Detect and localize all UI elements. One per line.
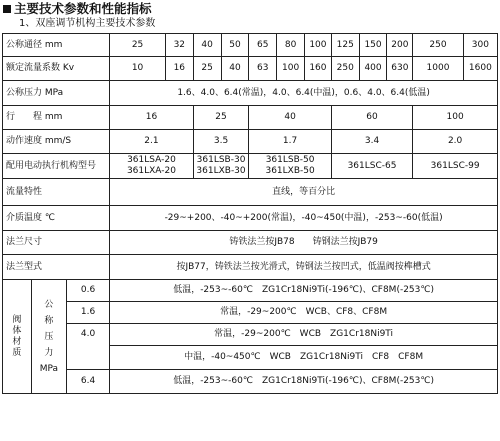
- material-cell: 低温，-253~-60℃ ZG1Cr18Ni9Ti(-196℃)、CF8M(-253℃): [110, 370, 498, 394]
- table-cell: 1.6、4.0、6.4(常温)，4.0、6.4(中温)，0.6、4.0、6.4(低温): [110, 81, 498, 106]
- pressure-value: 6.4: [66, 370, 109, 394]
- actuator-model: 361LSB-30: [196, 155, 246, 165]
- table-cell: 32: [165, 34, 193, 57]
- table-row-action-speed: [3, 130, 498, 154]
- table-cell: 50: [221, 34, 249, 57]
- table-cell: 25: [193, 106, 249, 130]
- row-label: 介质温度 ℃: [3, 206, 110, 231]
- table-row-body-material: [3, 280, 498, 302]
- table-cell: 1.7: [249, 130, 331, 154]
- table-cell: 16: [110, 106, 194, 130]
- table-cell: 125: [331, 34, 359, 57]
- table-cell: 1600: [463, 57, 497, 81]
- table-row-actuator: [3, 154, 498, 179]
- table-cell: [193, 154, 249, 179]
- table-cell: 3.5: [193, 130, 249, 154]
- table-row-flow-characteristic: [3, 179, 498, 206]
- actuator-model: 361LXA-20: [126, 166, 176, 176]
- table-cell: 100: [277, 57, 305, 81]
- table-row-nominal-diameter: [3, 34, 498, 57]
- table-cell: 300: [463, 34, 497, 57]
- row-label: 流量特性: [3, 179, 110, 206]
- table-cell: 铸铁法兰按JB78 铸钢法兰按JB79: [110, 231, 498, 255]
- table-row-rated-flow: [3, 57, 498, 81]
- table-cell: 250: [413, 34, 464, 57]
- table-cell: 40: [193, 34, 221, 57]
- table-cell: 200: [387, 34, 413, 57]
- material-cell: 常温，-29~200℃ WCB ZG1Cr18Ni9Ti: [110, 324, 498, 346]
- label-char: 公: [44, 299, 54, 310]
- label-char: 压: [44, 331, 54, 342]
- table-cell: 直线，等百分比: [110, 179, 498, 206]
- row-label: 配用电动执行机构型号: [3, 154, 110, 179]
- table-cell: 65: [249, 34, 277, 57]
- table-row-body-material: [3, 302, 498, 324]
- table-row-flange-size: [3, 231, 498, 255]
- row-label: 法兰型式: [3, 255, 110, 280]
- table-cell: 16: [165, 57, 193, 81]
- row-label: 公称通径 mm: [3, 34, 110, 57]
- page-title-text: 主要技术参数和性能指标: [14, 1, 152, 16]
- table-cell: 630: [387, 57, 413, 81]
- label-char: 阀: [12, 314, 22, 325]
- table-cell: 60: [331, 106, 412, 130]
- table-cell: 63: [249, 57, 277, 81]
- table-row-body-material: [3, 324, 498, 346]
- label-char: 体: [12, 325, 22, 336]
- table-row-medium-temp: [3, 206, 498, 231]
- table-cell: -29~+200、-40~+200(常温)，-40~450(中温)，-253~-60(低温): [110, 206, 498, 231]
- table-row-nominal-pressure: [3, 81, 498, 106]
- table-cell: 3.4: [331, 130, 412, 154]
- table-row-body-material: [3, 370, 498, 394]
- table-cell: 80: [277, 34, 305, 57]
- pressure-value: 4.0: [66, 324, 109, 370]
- row-label: 行 程 mm: [3, 106, 110, 130]
- table-cell: 250: [331, 57, 359, 81]
- row-label: 公称压力 MPa: [3, 81, 110, 106]
- table-cell: [249, 154, 331, 179]
- label-char: 称: [44, 315, 54, 326]
- actuator-model: 361LSB-50: [265, 155, 315, 165]
- page-title: [3, 2, 152, 16]
- actuator-model: 361LXB-30: [196, 166, 246, 176]
- row-label: 动作速度 mm/S: [3, 130, 110, 154]
- table-cell: 25: [110, 34, 166, 57]
- table-cell: 2.0: [413, 130, 498, 154]
- material-cell: 低温，-253~-60℃ ZG1Cr18Ni9Ti(-196℃)、CF8M(-253℃): [110, 280, 498, 302]
- label-char: 力: [44, 347, 54, 358]
- table-cell: 100: [413, 106, 498, 130]
- material-cell: 常温，-29~200℃ WCB、CF8、CF8M: [110, 302, 498, 324]
- table-cell: 100: [305, 34, 332, 57]
- table-cell: 1000: [413, 57, 464, 81]
- table-row-flange-type: [3, 255, 498, 280]
- pressure-value: 1.6: [66, 302, 109, 324]
- square-bullet-icon: [3, 5, 11, 13]
- label-char: 材: [12, 336, 22, 347]
- material-cell: 中温，-40~450℃ WCB ZG1Cr18Ni9Ti CF8 CF8M: [110, 346, 498, 370]
- table-cell: 25: [193, 57, 221, 81]
- table-row-stroke: [3, 106, 498, 130]
- body-material-label: [3, 280, 32, 394]
- table-cell: [110, 154, 194, 179]
- pressure-value: 0.6: [66, 280, 109, 302]
- table-cell: 160: [305, 57, 332, 81]
- table-cell: 40: [221, 57, 249, 81]
- section-subtitle: 1、双座调节机构主要技术参数: [19, 18, 156, 29]
- pressure-label: [31, 280, 66, 394]
- table-cell: 361LSC-65: [331, 154, 412, 179]
- table-cell: 按JB77，铸铁法兰按光滑式，铸钢法兰按凹式，低温阀按榫槽式: [110, 255, 498, 280]
- label-char: 质: [12, 347, 22, 358]
- label-char: MPa: [39, 363, 59, 374]
- table-cell: 2.1: [110, 130, 194, 154]
- table-cell: 150: [359, 34, 387, 57]
- table-cell: 361LSC-99: [413, 154, 498, 179]
- table-cell: 400: [359, 57, 387, 81]
- actuator-model: 361LXB-50: [265, 166, 315, 176]
- table-cell: 10: [110, 57, 166, 81]
- table-cell: 40: [249, 106, 331, 130]
- actuator-model: 361LSA-20: [127, 155, 176, 165]
- row-label: 法兰尺寸: [3, 231, 110, 255]
- spec-table: [2, 33, 498, 394]
- row-label: 额定流量系数 Kv: [3, 57, 110, 81]
